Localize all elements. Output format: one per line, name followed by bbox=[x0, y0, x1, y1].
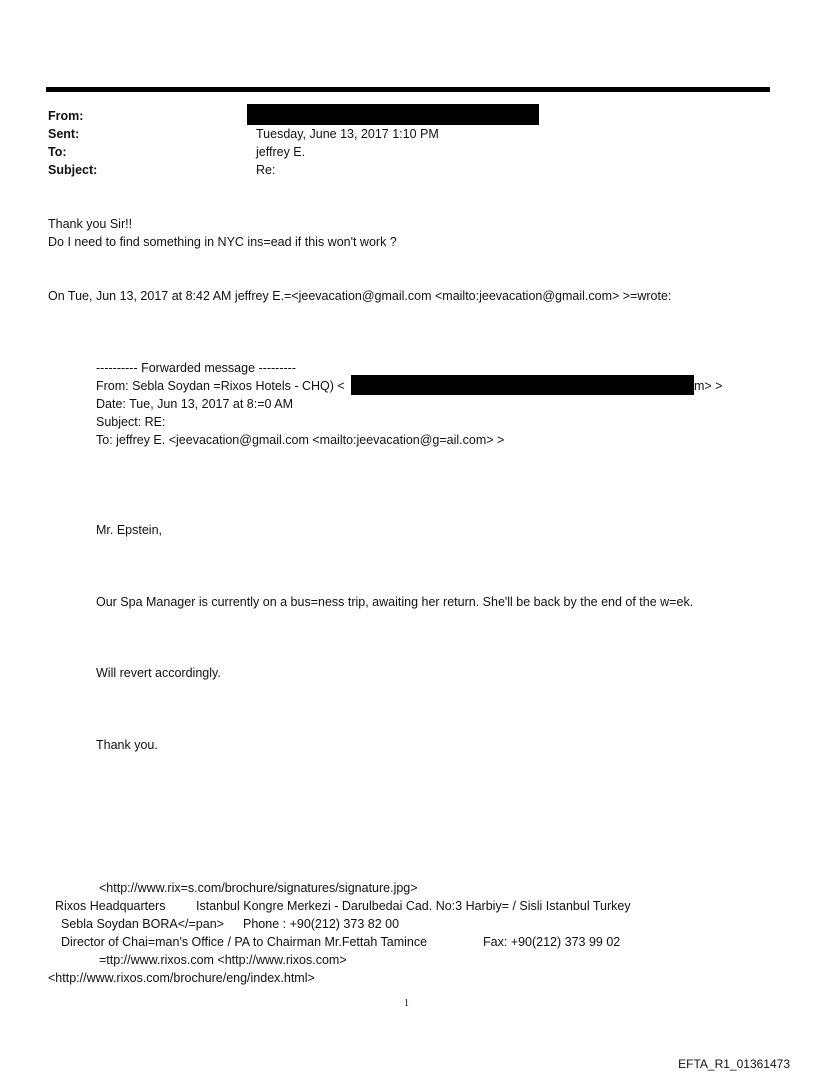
signature-name: Sebla Soydan BORA</=pan> bbox=[61, 917, 224, 931]
forward-subject: Subject: RE: bbox=[96, 415, 166, 429]
subject-value: Re: bbox=[256, 163, 276, 177]
signature-website: =ttp://www.rixos.com <http://www.rixos.com> bbox=[99, 953, 347, 967]
forward-paragraph-1: Our Spa Manager is currently on a bus=ness trip, awaiting her return. She'll be back by the end of the w=ek. bbox=[96, 595, 694, 609]
to-label: To: bbox=[48, 145, 67, 159]
forward-from-redaction bbox=[351, 375, 694, 395]
sent-value: Tuesday, June 13, 2017 1:10 PM bbox=[256, 127, 439, 141]
header-rule bbox=[46, 87, 770, 92]
signature-image-link: <http://www.rix=s.com/brochure/signatures/signature.jpg> bbox=[99, 881, 418, 895]
salutation: Mr. Epstein, bbox=[96, 523, 162, 537]
sent-label: Sent: bbox=[48, 127, 80, 141]
quote-intro: On Tue, Jun 13, 2017 at 8:42 AM jeffrey E.=<jeevacation@gmail.com <mailto:jeevacation@gmail.com> >=wrote: bbox=[48, 289, 672, 303]
signature-title: Director of Chai=man's Office / PA to Chairman Mr.Fettah Tamince bbox=[61, 935, 428, 949]
to-value: jeffrey E. bbox=[256, 145, 306, 159]
body-line-1: Thank you Sir!! bbox=[48, 217, 133, 231]
page-number: 1 bbox=[404, 998, 409, 1009]
forward-paragraph-2: Will revert accordingly. bbox=[96, 666, 221, 680]
signature-brochure-link: <http://www.rixos.com/brochure/eng/index.html> bbox=[48, 971, 315, 985]
from-label: From: bbox=[48, 109, 84, 123]
forward-date: Date: Tue, Jun 13, 2017 at 8:=0 AM bbox=[96, 397, 294, 411]
signature-fax: Fax: +90(212) 373 99 02 bbox=[483, 935, 621, 949]
signature-company: Rixos Headquarters bbox=[55, 899, 166, 913]
body-line-2: Do I need to find something in NYC ins=ead if this won't work ? bbox=[48, 235, 397, 249]
forward-to: To: jeffrey E. <jeevacation@gmail.com <mailto:jeevacation@g=ail.com> > bbox=[96, 433, 505, 447]
forward-separator: ---------- Forwarded message --------- bbox=[96, 361, 296, 375]
from-redaction bbox=[247, 104, 539, 125]
forward-from-prefix: From: Sebla Soydan =Rixos Hotels - CHQ) < bbox=[96, 379, 345, 393]
forward-paragraph-3: Thank you. bbox=[96, 738, 158, 752]
document-id: EFTA_R1_01361473 bbox=[678, 1057, 790, 1071]
forward-from-suffix: m> > bbox=[694, 379, 723, 393]
signature-address: Istanbul Kongre Merkezi - Darulbedai Cad. No:3 Harbiy= / Sisli Istanbul Turkey bbox=[196, 899, 631, 913]
signature-phone: Phone : +90(212) 373 82 00 bbox=[243, 917, 400, 931]
subject-label: Subject: bbox=[48, 163, 98, 177]
